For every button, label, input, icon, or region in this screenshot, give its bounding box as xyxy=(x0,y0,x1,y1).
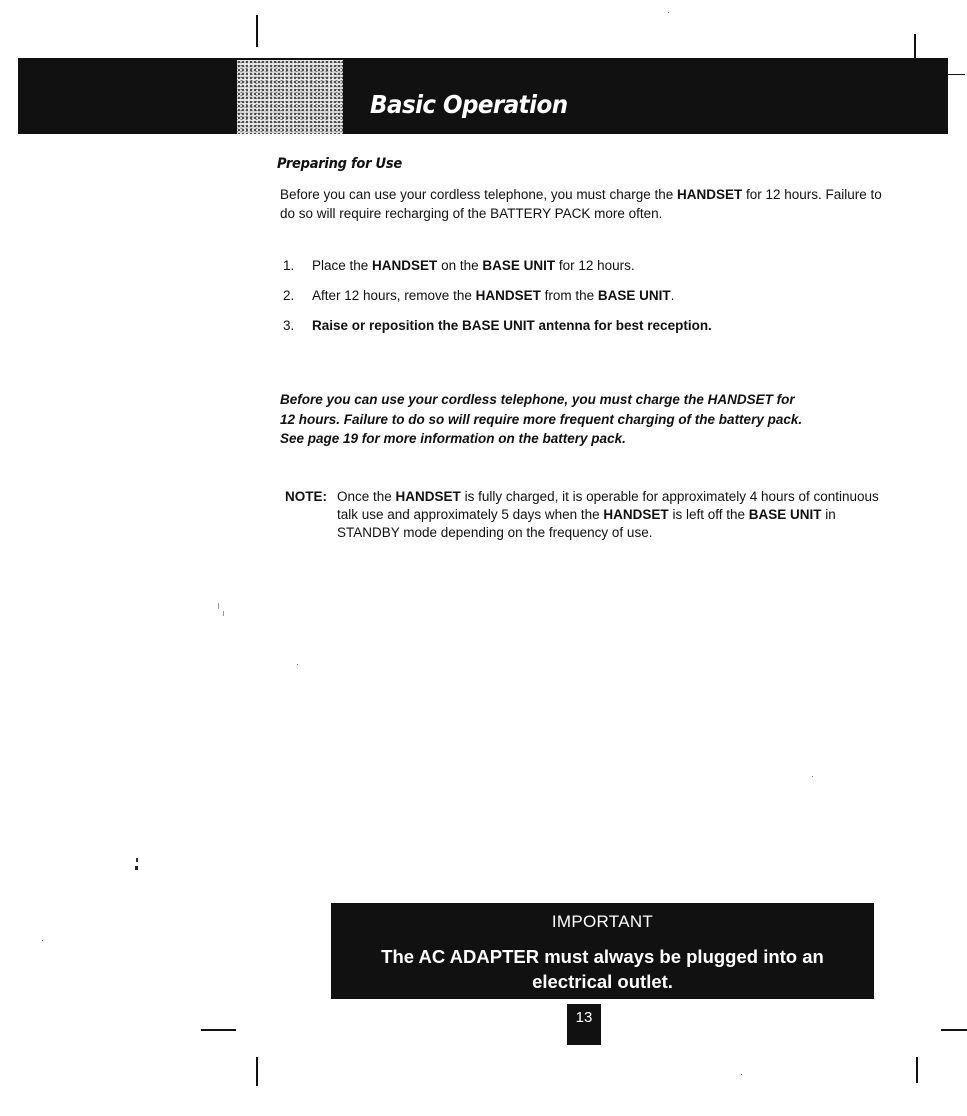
step-number: 1. xyxy=(283,258,295,273)
scan-speck xyxy=(297,664,298,665)
intro-bold-handset: HANDSET xyxy=(676,187,743,202)
note-text-part: in STANDBY mode depending on the frequency of use. xyxy=(337,507,836,540)
charging-warning xyxy=(280,390,890,449)
step-text-part: After 12 hours, remove the xyxy=(312,288,476,303)
intro-text-1: Before you can use your cordless telephone, you must charge the xyxy=(280,187,677,202)
steps-list xyxy=(283,257,883,347)
note-text xyxy=(337,488,892,542)
step-text-part: . xyxy=(670,288,675,303)
step-number: 2. xyxy=(283,288,295,303)
step-bold-handset: HANDSET xyxy=(475,288,541,303)
step-bold-base-unit: BASE UNIT xyxy=(482,258,556,273)
note-label: NOTE: xyxy=(285,489,327,504)
note-text-part: is left off the xyxy=(668,507,749,522)
intro-text-2: for 12 hours. Failure to do so will require recharging of the BATTERY PACK more often. xyxy=(280,187,882,221)
intro-paragraph xyxy=(280,185,892,223)
warning-line: 12 hours. Failure to do so will require more frequent charging of the battery pack. xyxy=(280,411,803,427)
header-texture-pattern xyxy=(237,60,343,134)
note-bold-handset: HANDSET xyxy=(603,507,669,522)
note-text-part: is fully charged, it is operable for approximately 4 hours of continuous talk use and approximately 5 days when the xyxy=(337,489,879,522)
page-title: Basic Operation xyxy=(370,90,568,119)
scan-speck xyxy=(135,866,138,870)
note-bold-base-unit: BASE UNIT xyxy=(748,507,822,522)
crop-mark-right-edge xyxy=(948,74,965,75)
scan-speck xyxy=(741,1074,742,1075)
important-title: IMPORTANT xyxy=(551,912,654,931)
step-number: 3. xyxy=(283,318,295,333)
step-text xyxy=(312,257,635,287)
warning-line: See page 19 for more information on the battery pack. xyxy=(280,431,626,446)
step-text-part: from the xyxy=(540,288,598,303)
crop-mark-bottom-right-h xyxy=(941,1029,967,1031)
step-text-part: for 12 hours. xyxy=(555,258,635,273)
step-text: Raise or reposition the BASE UNIT antenna for best reception. xyxy=(312,318,712,333)
section-title: Preparing for Use xyxy=(277,156,402,172)
scan-speck xyxy=(42,940,43,941)
step-text-part: on the xyxy=(437,258,483,273)
list-item xyxy=(283,287,883,317)
important-line: The AC ADAPTER must always be plugged into an xyxy=(381,946,824,967)
crop-mark-top-left xyxy=(256,15,258,47)
note-bold-handset: HANDSET xyxy=(395,489,461,504)
crop-mark-bottom-right-v xyxy=(916,1057,918,1083)
scan-speck xyxy=(812,776,813,777)
crop-mark-top-right xyxy=(914,34,916,58)
list-item xyxy=(283,257,883,287)
step-text-part: Place the xyxy=(312,258,373,273)
note-text-part: Once the xyxy=(337,489,396,504)
step-bold-base-unit: BASE UNIT xyxy=(597,288,671,303)
page-number: 13 xyxy=(567,1004,601,1045)
important-line: electrical outlet. xyxy=(532,971,673,992)
crop-mark-bottom-left-h xyxy=(201,1029,236,1031)
scan-speck xyxy=(223,611,224,616)
warning-line: Before you can use your cordless telephone, you must charge the HANDSET for xyxy=(280,392,795,407)
step-text xyxy=(312,287,674,317)
important-box xyxy=(331,903,874,999)
list-item xyxy=(283,317,883,347)
scan-speck xyxy=(218,603,219,609)
crop-mark-bottom-left-v xyxy=(256,1057,258,1086)
step-bold-handset: HANDSET xyxy=(372,258,438,273)
scan-speck xyxy=(136,858,138,862)
important-message xyxy=(331,944,874,994)
scan-speck xyxy=(668,12,669,13)
